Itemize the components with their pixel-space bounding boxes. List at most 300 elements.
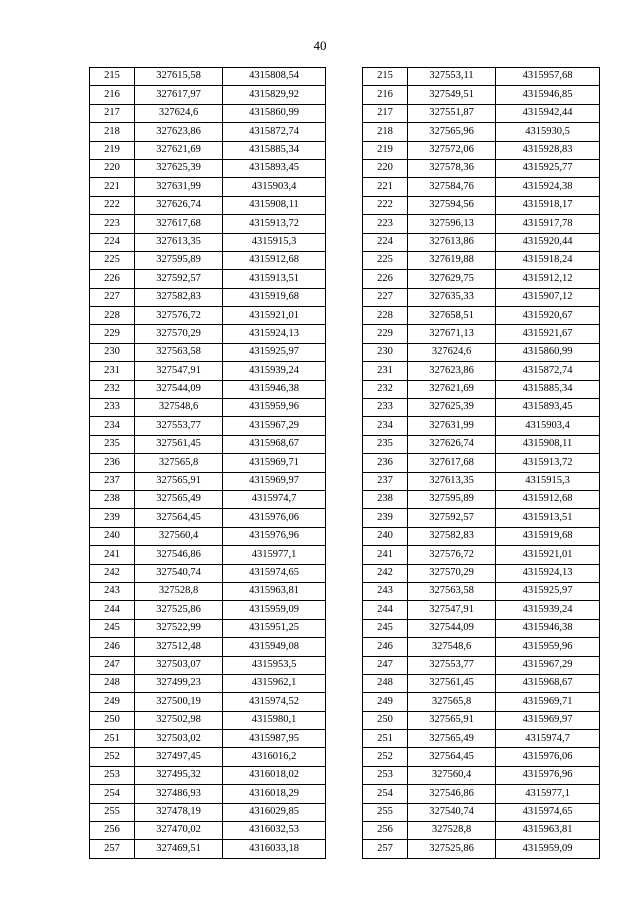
table-row: [363, 270, 600, 288]
y-coordinate-cell: 4315949,08: [223, 638, 326, 656]
y-coordinate-cell: 4315977,1: [223, 546, 326, 564]
point-number-cell: 226: [363, 270, 408, 288]
y-coordinate-cell: 4315976,96: [496, 766, 600, 784]
table-row: [90, 104, 326, 122]
y-coordinate-cell: 4315974,65: [223, 564, 326, 582]
y-coordinate-cell: 4315919,68: [496, 527, 600, 545]
y-coordinate-cell: 4315893,45: [223, 159, 326, 177]
table-row: [363, 104, 600, 122]
point-number-cell: 231: [363, 362, 408, 380]
table-row: [90, 656, 326, 674]
y-coordinate-cell: 4315930,5: [496, 123, 600, 141]
point-number-cell: 239: [363, 509, 408, 527]
point-number-cell: 240: [90, 527, 135, 545]
point-number-cell: 228: [363, 307, 408, 325]
y-coordinate-cell: 4315974,7: [496, 730, 600, 748]
table-row: [90, 472, 326, 490]
table-row: [363, 435, 600, 453]
y-coordinate-cell: 4316018,29: [223, 785, 326, 803]
x-coordinate-cell: 327502,98: [135, 711, 223, 729]
table-row: [90, 638, 326, 656]
y-coordinate-cell: 4315968,67: [223, 435, 326, 453]
table-row: [363, 693, 600, 711]
point-number-cell: 215: [90, 68, 135, 86]
y-coordinate-cell: 4315872,74: [496, 362, 600, 380]
x-coordinate-cell: 327592,57: [135, 270, 223, 288]
y-coordinate-cell: 4315919,68: [223, 288, 326, 306]
point-number-cell: 255: [90, 803, 135, 821]
y-coordinate-cell: 4315808,54: [223, 68, 326, 86]
y-coordinate-cell: 4315924,38: [496, 178, 600, 196]
y-coordinate-cell: 4315963,81: [496, 822, 600, 840]
y-coordinate-cell: 4315903,4: [223, 178, 326, 196]
point-number-cell: 247: [90, 656, 135, 674]
point-number-cell: 224: [363, 233, 408, 251]
point-number-cell: 230: [363, 343, 408, 361]
table-row: [363, 822, 600, 840]
x-coordinate-cell: 327595,89: [135, 251, 223, 269]
point-number-cell: 233: [363, 399, 408, 417]
table-row: [90, 325, 326, 343]
x-coordinate-cell: 327549,51: [408, 86, 496, 104]
table-row: [90, 711, 326, 729]
table-row: [363, 343, 600, 361]
point-number-cell: 238: [90, 490, 135, 508]
point-number-cell: 228: [90, 307, 135, 325]
point-number-cell: 223: [363, 215, 408, 233]
x-coordinate-cell: 327553,11: [408, 68, 496, 86]
x-coordinate-cell: 327625,39: [408, 399, 496, 417]
y-coordinate-cell: 4315925,77: [496, 159, 600, 177]
point-number-cell: 243: [363, 582, 408, 600]
table-row: [90, 454, 326, 472]
x-coordinate-cell: 327553,77: [408, 656, 496, 674]
point-number-cell: 242: [90, 564, 135, 582]
y-coordinate-cell: 4315925,97: [223, 343, 326, 361]
point-number-cell: 220: [90, 159, 135, 177]
point-number-cell: 234: [90, 417, 135, 435]
x-coordinate-cell: 327617,68: [408, 454, 496, 472]
table-row: [90, 251, 326, 269]
y-coordinate-cell: 4315987,95: [223, 730, 326, 748]
y-coordinate-cell: 4315921,67: [496, 325, 600, 343]
y-coordinate-cell: 4315969,71: [223, 454, 326, 472]
table-row: [90, 785, 326, 803]
y-coordinate-cell: 4315912,68: [496, 490, 600, 508]
table-row: [90, 68, 326, 86]
x-coordinate-cell: 327547,91: [408, 601, 496, 619]
y-coordinate-cell: 4316016,2: [223, 748, 326, 766]
point-number-cell: 221: [363, 178, 408, 196]
x-coordinate-cell: 327658,51: [408, 307, 496, 325]
point-number-cell: 218: [90, 123, 135, 141]
table-row: [363, 638, 600, 656]
y-coordinate-cell: 4315946,85: [496, 86, 600, 104]
point-number-cell: 251: [90, 730, 135, 748]
y-coordinate-cell: 4315977,1: [496, 785, 600, 803]
point-number-cell: 252: [90, 748, 135, 766]
x-coordinate-cell: 327617,68: [135, 215, 223, 233]
coordinates-table-right: [362, 67, 600, 859]
table-row: [90, 233, 326, 251]
y-coordinate-cell: 4315951,25: [223, 619, 326, 637]
x-coordinate-cell: 327544,09: [408, 619, 496, 637]
table-row: [363, 490, 600, 508]
coordinates-table-left: [89, 67, 326, 859]
x-coordinate-cell: 327624,6: [135, 104, 223, 122]
point-number-cell: 236: [90, 454, 135, 472]
x-coordinate-cell: 327615,58: [135, 68, 223, 86]
table-row: [363, 619, 600, 637]
table-row: [90, 601, 326, 619]
x-coordinate-cell: 327623,86: [135, 123, 223, 141]
table-row: [90, 288, 326, 306]
y-coordinate-cell: 4316018,02: [223, 766, 326, 784]
x-coordinate-cell: 327584,76: [408, 178, 496, 196]
point-number-cell: 252: [363, 748, 408, 766]
point-number-cell: 222: [90, 196, 135, 214]
x-coordinate-cell: 327613,35: [135, 233, 223, 251]
point-number-cell: 237: [90, 472, 135, 490]
x-coordinate-cell: 327629,75: [408, 270, 496, 288]
table-row: [90, 196, 326, 214]
point-number-cell: 225: [363, 251, 408, 269]
y-coordinate-cell: 4315962,1: [223, 674, 326, 692]
y-coordinate-cell: 4315976,06: [496, 748, 600, 766]
y-coordinate-cell: 4315915,3: [223, 233, 326, 251]
x-coordinate-cell: 327553,77: [135, 417, 223, 435]
y-coordinate-cell: 4315963,81: [223, 582, 326, 600]
x-coordinate-cell: 327576,72: [135, 307, 223, 325]
x-coordinate-cell: 327560,4: [408, 766, 496, 784]
y-coordinate-cell: 4315860,99: [223, 104, 326, 122]
point-number-cell: 243: [90, 582, 135, 600]
table-row: [90, 546, 326, 564]
table-row: [363, 766, 600, 784]
point-number-cell: 245: [363, 619, 408, 637]
y-coordinate-cell: 4315829,92: [223, 86, 326, 104]
point-number-cell: 217: [90, 104, 135, 122]
point-number-cell: 240: [363, 527, 408, 545]
x-coordinate-cell: 327565,91: [135, 472, 223, 490]
x-coordinate-cell: 327561,45: [135, 435, 223, 453]
table-row: [363, 215, 600, 233]
x-coordinate-cell: 327548,6: [135, 399, 223, 417]
y-coordinate-cell: 4315920,44: [496, 233, 600, 251]
point-number-cell: 225: [90, 251, 135, 269]
y-coordinate-cell: 4315959,96: [496, 638, 600, 656]
table-row: [363, 399, 600, 417]
point-number-cell: 250: [363, 711, 408, 729]
table-row: [90, 582, 326, 600]
table-row: [363, 546, 600, 564]
x-coordinate-cell: 327565,91: [408, 711, 496, 729]
point-number-cell: 241: [90, 546, 135, 564]
point-number-cell: 234: [363, 417, 408, 435]
table-row: [90, 215, 326, 233]
table-row: [363, 509, 600, 527]
table-row: [363, 86, 600, 104]
table-row: [363, 307, 600, 325]
point-number-cell: 235: [90, 435, 135, 453]
x-coordinate-cell: 327623,86: [408, 362, 496, 380]
x-coordinate-cell: 327470,02: [135, 822, 223, 840]
x-coordinate-cell: 327546,86: [135, 546, 223, 564]
x-coordinate-cell: 327546,86: [408, 785, 496, 803]
x-coordinate-cell: 327540,74: [135, 564, 223, 582]
x-coordinate-cell: 327540,74: [408, 803, 496, 821]
y-coordinate-cell: 4315903,4: [496, 417, 600, 435]
y-coordinate-cell: 4315893,45: [496, 399, 600, 417]
x-coordinate-cell: 327565,49: [408, 730, 496, 748]
table-row: [363, 564, 600, 582]
table-row: [363, 582, 600, 600]
point-number-cell: 231: [90, 362, 135, 380]
table-row: [363, 362, 600, 380]
y-coordinate-cell: 4315974,52: [223, 693, 326, 711]
point-number-cell: 223: [90, 215, 135, 233]
y-coordinate-cell: 4315918,17: [496, 196, 600, 214]
x-coordinate-cell: 327525,86: [135, 601, 223, 619]
table-row: [90, 730, 326, 748]
point-number-cell: 256: [90, 822, 135, 840]
point-number-cell: 254: [90, 785, 135, 803]
x-coordinate-cell: 327495,32: [135, 766, 223, 784]
table-row: [90, 527, 326, 545]
x-coordinate-cell: 327547,91: [135, 362, 223, 380]
point-number-cell: 236: [363, 454, 408, 472]
x-coordinate-cell: 327626,74: [408, 435, 496, 453]
point-number-cell: 224: [90, 233, 135, 251]
y-coordinate-cell: 4315908,11: [496, 435, 600, 453]
y-coordinate-cell: 4315976,06: [223, 509, 326, 527]
table-row: [363, 527, 600, 545]
y-coordinate-cell: 4315885,34: [496, 380, 600, 398]
table-row: [363, 233, 600, 251]
point-number-cell: 241: [363, 546, 408, 564]
y-coordinate-cell: 4315913,72: [496, 454, 600, 472]
point-number-cell: 255: [363, 803, 408, 821]
table-row: [90, 86, 326, 104]
point-number-cell: 251: [363, 730, 408, 748]
y-coordinate-cell: 4315908,11: [223, 196, 326, 214]
y-coordinate-cell: 4315921,01: [223, 307, 326, 325]
point-number-cell: 246: [363, 638, 408, 656]
y-coordinate-cell: 4315924,13: [496, 564, 600, 582]
point-number-cell: 256: [363, 822, 408, 840]
table-row: [363, 141, 600, 159]
y-coordinate-cell: 4315918,24: [496, 251, 600, 269]
x-coordinate-cell: 327617,97: [135, 86, 223, 104]
table-row: [90, 674, 326, 692]
point-number-cell: 246: [90, 638, 135, 656]
point-number-cell: 232: [90, 380, 135, 398]
x-coordinate-cell: 327631,99: [135, 178, 223, 196]
point-number-cell: 227: [90, 288, 135, 306]
x-coordinate-cell: 327624,6: [408, 343, 496, 361]
x-coordinate-cell: 327570,29: [408, 564, 496, 582]
table-row: [90, 159, 326, 177]
x-coordinate-cell: 327503,02: [135, 730, 223, 748]
table-row: [363, 785, 600, 803]
table-row: [90, 509, 326, 527]
table-row: [90, 619, 326, 637]
point-number-cell: 257: [90, 840, 135, 858]
y-coordinate-cell: 4315967,29: [496, 656, 600, 674]
table-row: [90, 270, 326, 288]
y-coordinate-cell: 4315968,67: [496, 674, 600, 692]
y-coordinate-cell: 4315942,44: [496, 104, 600, 122]
x-coordinate-cell: 327570,29: [135, 325, 223, 343]
table-row: [363, 196, 600, 214]
table-row: [90, 380, 326, 398]
point-number-cell: 244: [90, 601, 135, 619]
x-coordinate-cell: 327572,06: [408, 141, 496, 159]
table-row: [363, 325, 600, 343]
x-coordinate-cell: 327578,36: [408, 159, 496, 177]
point-number-cell: 219: [363, 141, 408, 159]
table-row: [90, 693, 326, 711]
point-number-cell: 217: [363, 104, 408, 122]
table-row: [363, 380, 600, 398]
point-number-cell: 254: [363, 785, 408, 803]
point-number-cell: 238: [363, 490, 408, 508]
table-row: [363, 68, 600, 86]
table-row: [90, 803, 326, 821]
table-row: [90, 435, 326, 453]
y-coordinate-cell: 4315953,5: [223, 656, 326, 674]
x-coordinate-cell: 327625,39: [135, 159, 223, 177]
y-coordinate-cell: 4315969,97: [223, 472, 326, 490]
y-coordinate-cell: 4315957,68: [496, 68, 600, 86]
y-coordinate-cell: 4316032,53: [223, 822, 326, 840]
coordinates-table-right-body: [363, 68, 600, 859]
y-coordinate-cell: 4315885,34: [223, 141, 326, 159]
point-number-cell: 216: [363, 86, 408, 104]
x-coordinate-cell: 327522,99: [135, 619, 223, 637]
y-coordinate-cell: 4315974,7: [223, 490, 326, 508]
y-coordinate-cell: 4315969,97: [496, 711, 600, 729]
y-coordinate-cell: 4315912,12: [496, 270, 600, 288]
point-number-cell: 253: [90, 766, 135, 784]
y-coordinate-cell: 4315907,12: [496, 288, 600, 306]
point-number-cell: 218: [363, 123, 408, 141]
table-row: [363, 288, 600, 306]
point-number-cell: 227: [363, 288, 408, 306]
point-number-cell: 220: [363, 159, 408, 177]
x-coordinate-cell: 327469,51: [135, 840, 223, 858]
y-coordinate-cell: 4315912,68: [223, 251, 326, 269]
table-row: [363, 803, 600, 821]
point-number-cell: 219: [90, 141, 135, 159]
table-row: [90, 766, 326, 784]
y-coordinate-cell: 4316029,85: [223, 803, 326, 821]
x-coordinate-cell: 327564,45: [408, 748, 496, 766]
point-number-cell: 248: [363, 674, 408, 692]
y-coordinate-cell: 4315860,99: [496, 343, 600, 361]
coordinates-table-left-body: [90, 68, 326, 859]
x-coordinate-cell: 327613,35: [408, 472, 496, 490]
point-number-cell: 230: [90, 343, 135, 361]
y-coordinate-cell: 4315925,97: [496, 582, 600, 600]
point-number-cell: 237: [363, 472, 408, 490]
table-row: [363, 251, 600, 269]
y-coordinate-cell: 4315913,51: [496, 509, 600, 527]
x-coordinate-cell: 327631,99: [408, 417, 496, 435]
x-coordinate-cell: 327499,23: [135, 674, 223, 692]
y-coordinate-cell: 4315959,09: [496, 840, 600, 858]
table-row: [90, 178, 326, 196]
x-coordinate-cell: 327595,89: [408, 490, 496, 508]
table-row: [363, 178, 600, 196]
table-row: [90, 307, 326, 325]
x-coordinate-cell: 327512,48: [135, 638, 223, 656]
x-coordinate-cell: 327561,45: [408, 674, 496, 692]
x-coordinate-cell: 327564,45: [135, 509, 223, 527]
point-number-cell: 226: [90, 270, 135, 288]
table-row: [363, 674, 600, 692]
y-coordinate-cell: 4315939,24: [223, 362, 326, 380]
x-coordinate-cell: 327596,13: [408, 215, 496, 233]
x-coordinate-cell: 327500,19: [135, 693, 223, 711]
table-row: [90, 840, 326, 858]
table-row: [90, 343, 326, 361]
y-coordinate-cell: 4315921,01: [496, 546, 600, 564]
table-row: [363, 472, 600, 490]
x-coordinate-cell: 327565,8: [408, 693, 496, 711]
table-row: [363, 711, 600, 729]
page-number: 40: [313, 38, 327, 53]
table-row: [363, 159, 600, 177]
x-coordinate-cell: 327626,74: [135, 196, 223, 214]
x-coordinate-cell: 327592,57: [408, 509, 496, 527]
x-coordinate-cell: 327621,69: [135, 141, 223, 159]
table-row: [90, 141, 326, 159]
x-coordinate-cell: 327497,45: [135, 748, 223, 766]
y-coordinate-cell: 4315939,24: [496, 601, 600, 619]
x-coordinate-cell: 327525,86: [408, 840, 496, 858]
y-coordinate-cell: 4315980,1: [223, 711, 326, 729]
table-row: [90, 564, 326, 582]
y-coordinate-cell: 4315969,71: [496, 693, 600, 711]
table-row: [90, 362, 326, 380]
y-coordinate-cell: 4315967,29: [223, 417, 326, 435]
point-number-cell: 245: [90, 619, 135, 637]
table-row: [90, 417, 326, 435]
y-coordinate-cell: 4315959,96: [223, 399, 326, 417]
x-coordinate-cell: 327619,88: [408, 251, 496, 269]
point-number-cell: 239: [90, 509, 135, 527]
y-coordinate-cell: 4315946,38: [223, 380, 326, 398]
x-coordinate-cell: 327503,07: [135, 656, 223, 674]
point-number-cell: 248: [90, 674, 135, 692]
x-coordinate-cell: 327565,96: [408, 123, 496, 141]
table-row: [363, 417, 600, 435]
x-coordinate-cell: 327544,09: [135, 380, 223, 398]
y-coordinate-cell: 4315976,96: [223, 527, 326, 545]
x-coordinate-cell: 327613,86: [408, 233, 496, 251]
table-row: [363, 454, 600, 472]
point-number-cell: 221: [90, 178, 135, 196]
point-number-cell: 244: [363, 601, 408, 619]
y-coordinate-cell: 4315915,3: [496, 472, 600, 490]
x-coordinate-cell: 327671,13: [408, 325, 496, 343]
table-row: [90, 399, 326, 417]
table-row: [363, 601, 600, 619]
point-number-cell: 229: [90, 325, 135, 343]
point-number-cell: 222: [363, 196, 408, 214]
table-row: [363, 656, 600, 674]
